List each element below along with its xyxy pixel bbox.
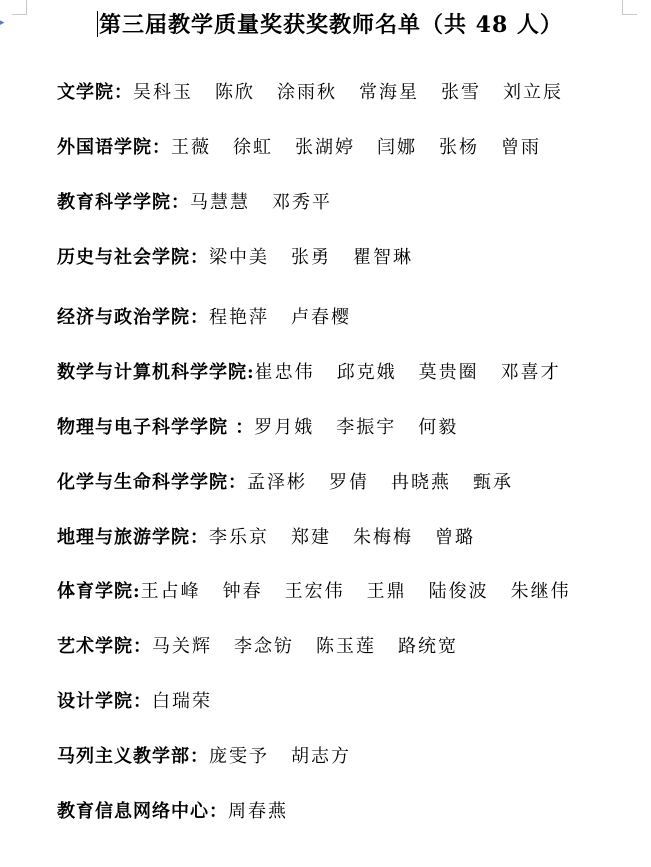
teacher-name: 罗倩 — [329, 472, 369, 493]
college-name: 数学与计算机科学学院: — [57, 362, 255, 383]
teacher-name: 张杨 — [439, 137, 479, 158]
teacher-names — [209, 247, 435, 268]
teacher-name: 卢春樱 — [291, 307, 351, 328]
college-entry — [57, 798, 310, 826]
college-name: 化学与生命科学学院： — [57, 472, 247, 493]
college-name: 教育科学学院： — [57, 192, 190, 213]
college-entry — [57, 469, 535, 497]
teacher-names — [254, 417, 480, 438]
teacher-names — [209, 307, 373, 328]
teacher-names — [152, 636, 480, 657]
college-entry — [57, 79, 585, 107]
corner-mark-top-left — [12, 0, 27, 15]
college-entry — [57, 578, 593, 606]
teacher-name: 张勇 — [291, 247, 331, 268]
teacher-name: 路统宽 — [398, 636, 458, 657]
teacher-name: 莫贵圈 — [418, 362, 479, 383]
teacher-names — [190, 192, 354, 213]
teacher-name: 吴科玉 — [133, 82, 193, 103]
teacher-names — [209, 527, 497, 548]
teacher-name: 曾璐 — [435, 527, 475, 548]
teacher-name: 何毅 — [418, 417, 459, 438]
teacher-name: 陈玉莲 — [316, 636, 376, 657]
teacher-name: 曾雨 — [501, 137, 541, 158]
college-name: 历史与社会学院： — [57, 247, 209, 268]
teacher-name: 程艳萍 — [209, 307, 269, 328]
teacher-name: 李念钫 — [234, 636, 294, 657]
teacher-name: 胡志方 — [291, 746, 351, 767]
teacher-names — [255, 362, 583, 383]
teacher-name: 张雪 — [441, 82, 481, 103]
teacher-name: 马关辉 — [152, 636, 212, 657]
teacher-name: 邱克娥 — [336, 362, 397, 383]
teacher-name: 甄承 — [473, 472, 513, 493]
teacher-name: 郑建 — [291, 527, 331, 548]
teacher-name: 王鼎 — [366, 581, 407, 602]
college-name: 体育学院: — [57, 581, 141, 602]
college-entry — [57, 359, 583, 387]
teacher-name: 邓喜才 — [500, 362, 561, 383]
document-title[interactable] — [97, 9, 563, 41]
college-name: 教育信息网络中心： — [57, 801, 228, 822]
teacher-name: 周春燕 — [228, 801, 288, 822]
college-entry — [57, 304, 373, 332]
teacher-name: 罗月娥 — [254, 417, 315, 438]
college-entry — [57, 688, 234, 716]
teacher-names — [209, 746, 373, 767]
teacher-names — [228, 801, 310, 822]
corner-mark-top-right — [622, 0, 637, 15]
teacher-names — [152, 691, 234, 712]
teacher-name: 陆俊波 — [428, 581, 489, 602]
teacher-names — [133, 82, 585, 103]
teacher-name: 常海星 — [359, 82, 419, 103]
college-name: 外国语学院： — [57, 137, 171, 158]
teacher-name: 闫娜 — [377, 137, 417, 158]
text-cursor — [97, 11, 98, 37]
teacher-name: 冉晓燕 — [391, 472, 451, 493]
teacher-name: 王占峰 — [140, 581, 201, 602]
college-entry — [57, 524, 497, 552]
teacher-name: 王宏伟 — [284, 581, 345, 602]
college-name: 设计学院： — [57, 691, 152, 712]
teacher-name: 朱继伟 — [510, 581, 571, 602]
teacher-name: 邓秀平 — [272, 192, 332, 213]
teacher-name: 白瑞荣 — [152, 691, 212, 712]
college-entry — [57, 189, 354, 217]
teacher-names — [141, 581, 593, 602]
college-name: 经济与政治学院： — [57, 307, 209, 328]
teacher-name: 李振宇 — [336, 417, 397, 438]
college-entry — [57, 743, 373, 771]
teacher-name: 瞿智琳 — [353, 247, 413, 268]
teacher-name: 刘立辰 — [503, 82, 563, 103]
college-name: 艺术学院： — [57, 636, 152, 657]
college-name: 物理与电子科学学院 ： — [57, 417, 255, 438]
teacher-name: 王薇 — [171, 137, 211, 158]
college-name: 马列主义教学部： — [57, 746, 209, 767]
college-name: 文学院： — [57, 82, 133, 103]
teacher-name: 庞雯予 — [209, 746, 269, 767]
college-name: 地理与旅游学院： — [57, 527, 209, 548]
college-entry — [57, 134, 563, 162]
college-entry — [57, 414, 480, 442]
teacher-names — [171, 137, 563, 158]
teacher-name: 崔忠伟 — [254, 362, 315, 383]
college-entry — [57, 633, 480, 661]
teacher-name: 陈欣 — [215, 82, 255, 103]
teacher-name: 徐虹 — [233, 137, 273, 158]
teacher-name: 涂雨秋 — [277, 82, 337, 103]
teacher-name: 孟泽彬 — [247, 472, 307, 493]
teacher-name: 钟春 — [222, 581, 263, 602]
teacher-name: 张湖婷 — [295, 137, 355, 158]
teacher-name: 马慧慧 — [190, 192, 250, 213]
teacher-name: 梁中美 — [209, 247, 269, 268]
college-entry — [57, 244, 435, 272]
title-text: 第三届教学质量奖获奖教师名单（共 48 人） — [99, 12, 563, 38]
teacher-name: 李乐京 — [209, 527, 269, 548]
teacher-name: 朱梅梅 — [353, 527, 413, 548]
teacher-names — [247, 472, 535, 493]
paragraph-marker-icon: ▸ — [0, 18, 5, 28]
